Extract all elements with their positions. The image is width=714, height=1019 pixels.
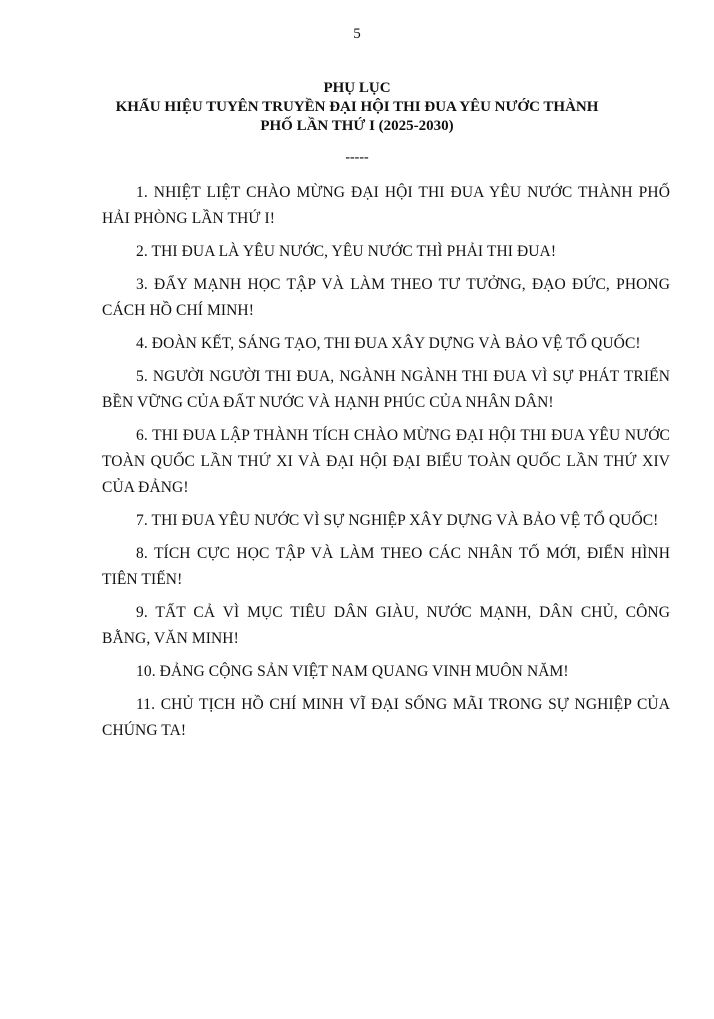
slogan-item: 2. THI ĐUA LÀ YÊU NƯỚC, YÊU NƯỚC THÌ PHẢI THI ĐUA! <box>136 243 557 260</box>
appendix-title: PHỤ LỤC <box>323 80 391 96</box>
slogan-item: 9. TẤT CẢ VÌ MỤC TIÊU DÂN GIÀU, NƯỚC MẠNH, DÂN CHỦ, CÔNG BẰNG, VĂN MINH! <box>102 604 670 647</box>
slogan-item: 7. THI ĐUA YÊU NƯỚC VÌ SỰ NGHIỆP XÂY DỰNG VÀ BẢO VỆ TỔ QUỐC! <box>136 512 659 529</box>
slogan-item: 3. ĐẨY MẠNH HỌC TẬP VÀ LÀM THEO TƯ TƯỞNG, ĐẠO ĐỨC, PHONG CÁCH HỒ CHÍ MINH! <box>102 276 670 319</box>
slogan-item: 11. CHỦ TỊCH HỒ CHÍ MINH VĨ ĐẠI SỐNG MÃI TRONG SỰ NGHIỆP CỦA CHÚNG TA! <box>102 696 670 739</box>
slogan-item: 10. ĐẢNG CỘNG SẢN VIỆT NAM QUANG VINH MUÔN NĂM! <box>136 663 569 680</box>
slogan-list <box>102 180 670 751</box>
document-heading <box>100 79 614 136</box>
page-number: 5 <box>353 26 361 42</box>
document-subtitle-line-1: KHẨU HIỆU TUYÊN TRUYỀN ĐẠI HỘI THI ĐUA YÊU NƯỚC THÀNH <box>115 99 599 115</box>
document-subtitle-line-2: PHỐ LẦN THỨ I (2025-2030) <box>260 118 454 134</box>
heading-divider: ----- <box>345 150 369 165</box>
slogan-item: 6. THI ĐUA LẬP THÀNH TÍCH CHÀO MỪNG ĐẠI HỘI THI ĐUA YÊU NƯỚC TOÀN QUỐC LẦN THỨ XI VÀ ĐẠI HỘI ĐẠI BIỂU TOÀN QUỐC LẦN THỨ XIV CỦA ĐẢNG! <box>102 427 670 496</box>
slogan-item: 4. ĐOÀN KẾT, SÁNG TẠO, THI ĐUA XÂY DỰNG VÀ BẢO VỆ TỔ QUỐC! <box>136 335 641 352</box>
slogan-item: 8. TÍCH CỰC HỌC TẬP VÀ LÀM THEO CÁC NHÂN TỐ MỚI, ĐIỂN HÌNH TIÊN TIẾN! <box>102 545 670 588</box>
slogan-item: 1. NHIỆT LIỆT CHÀO MỪNG ĐẠI HỘI THI ĐUA YÊU NƯỚC THÀNH PHỐ HẢI PHÒNG LẦN THỨ I! <box>102 184 670 227</box>
slogan-item: 5. NGƯỜI NGƯỜI THI ĐUA, NGÀNH NGÀNH THI ĐUA VÌ SỰ PHÁT TRIỂN BỀN VỮNG CỦA ĐẤT NƯỚC VÀ HẠNH PHÚC CỦA NHÂN DÂN! <box>102 368 670 411</box>
